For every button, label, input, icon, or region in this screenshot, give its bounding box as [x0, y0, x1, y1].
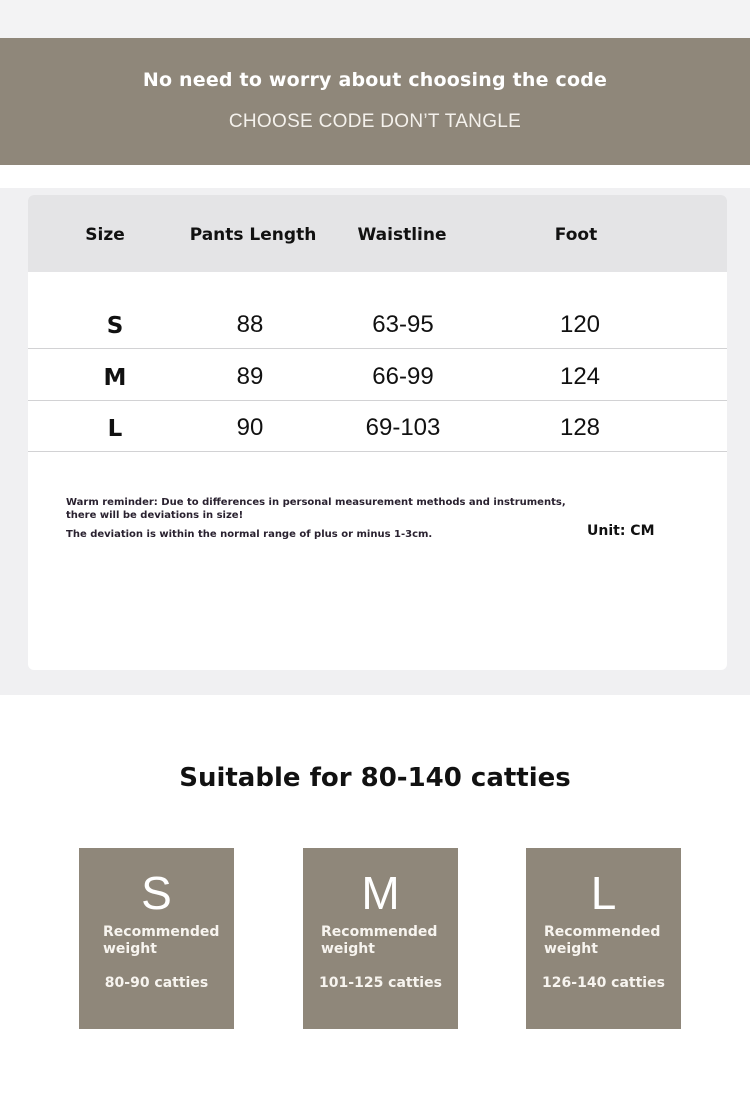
table-header	[28, 195, 727, 272]
cell-pants-length: 88	[236, 311, 264, 338]
size-card-m	[303, 848, 458, 1029]
header-pants-length: Pants Length	[189, 225, 317, 245]
banner-title: No need to worry about choosing the code	[142, 69, 608, 91]
cell-pants-length: 89	[236, 363, 264, 390]
size-card-s	[79, 848, 234, 1029]
size-chart-card	[28, 195, 727, 670]
cell-foot: 128	[559, 414, 601, 441]
unit-label: Unit: CM	[587, 523, 655, 539]
table-row	[28, 297, 727, 349]
banner-subtitle: CHOOSE CODE DON’T TANGLE	[228, 111, 522, 132]
cell-size: M	[103, 365, 127, 391]
size-letter: L	[590, 867, 617, 919]
cell-foot: 124	[559, 363, 601, 390]
cell-waistline: 66-99	[372, 363, 434, 390]
cell-waistline: 63-95	[372, 311, 434, 338]
header-banner	[0, 38, 750, 165]
top-strip	[0, 0, 750, 38]
table-row	[28, 349, 727, 401]
cell-foot: 120	[559, 311, 601, 338]
cell-size: L	[107, 416, 123, 442]
warm-reminder: Warm reminder: Due to differences in personal measurement methods and instruments, there will be deviations in size!	[66, 497, 566, 521]
size-card-l	[526, 848, 681, 1029]
weight-range: 126-140 catties	[542, 975, 665, 991]
recommended-weight-label: Recommended weight	[321, 924, 438, 957]
cell-size: S	[106, 313, 124, 339]
size-letter: M	[361, 867, 400, 919]
recommended-weight-label: Recommended weight	[103, 924, 220, 957]
cell-pants-length: 90	[236, 414, 264, 441]
recommended-weight-label: Recommended weight	[544, 924, 661, 957]
weight-range: 80-90 catties	[104, 975, 209, 991]
deviation-note: The deviation is within the normal range of plus or minus 1-3cm.	[66, 529, 433, 540]
weight-range: 101-125 catties	[319, 975, 442, 991]
size-letter: S	[141, 867, 172, 919]
header-waistline: Waistline	[357, 225, 447, 245]
size-chart-panel	[0, 188, 750, 695]
cell-waistline: 69-103	[365, 414, 441, 441]
table-row	[28, 400, 727, 452]
weight-section-title: Suitable for 80-140 catties	[179, 763, 571, 793]
header-size: Size	[85, 225, 125, 245]
header-foot: Foot	[554, 225, 598, 245]
